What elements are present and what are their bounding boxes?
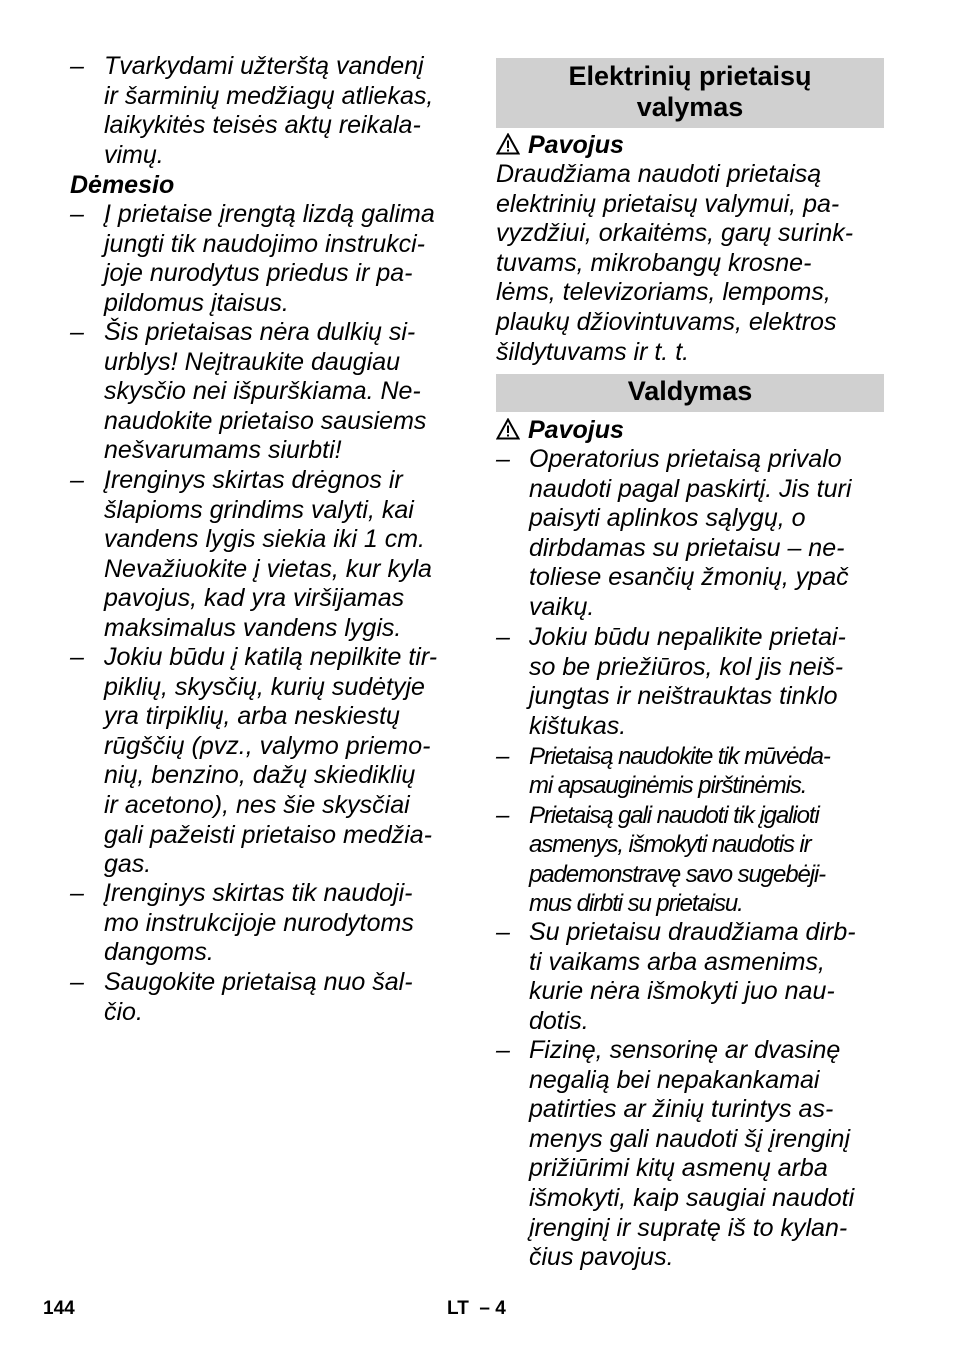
list-item: [70, 643, 465, 880]
warning-label: [496, 131, 624, 160]
list-item: [496, 801, 884, 919]
bullet-dash: –: [70, 879, 84, 907]
bullet-dash: –: [496, 918, 510, 946]
bullet-dash: –: [70, 466, 84, 494]
section-paragraph: Draudžiama naudoti prietaisą elektrinių prietaisų valymui, pa- vyzdžiui, orkaitėms, garų surink- tuvams, mikrobangų krosne- lėms, televizoriams, lempoms, plaukų džiovintuvams, elektros šildytuvams ir t. t.: [496, 160, 854, 366]
list-item-text: Su prietaisu draudžiama dirb- ti vaikams arba asmenims, kurie nėra išmokyti juo nau- dotis.: [529, 918, 856, 1035]
section-heading-operation: Valdymas: [496, 374, 884, 412]
list-item: [496, 742, 884, 801]
list-item: [496, 623, 884, 741]
warning-triangle-icon: [496, 133, 520, 155]
list-item-text: Operatorius prietaisą privalo naudoti pagal paskirtį. Jis turi paisyti aplinkos sąlygų, o dirbdamas su prietaisu – ne- toliese esančių žmonių, ypač vaikų.: [529, 445, 852, 621]
list-item-text: Įrenginys skirtas tik naudoji- mo instrukcijoje nurodytoms dangoms.: [104, 879, 414, 967]
list-item-text: Saugokite prietaisą nuo šal- čio.: [104, 968, 413, 1026]
list-item: [496, 445, 884, 623]
warning-label: [496, 416, 624, 445]
bullet-dash: –: [496, 623, 510, 651]
list-item-text: Jokiu būdu nepalikite prietai- so be priežiūros, kol jis neiš- jungtas ir neištrauktas tinklo kištukas.: [529, 623, 846, 740]
list-item-text: Fizinę, sensorinę ar dvasinę negalią bei nepakankamai patirties ar žinių turintys as- menys gali naudoti šį įrenginį prižiūrimi kitų asmenų arba išmokyti, kaip saugiai naudoti įrenginį ir supratę iš to kylan- čius pavojus.: [529, 1036, 855, 1272]
list-item: [70, 968, 465, 1027]
attention-label: Dėmesio: [70, 171, 175, 199]
language-page-label: LT – 4: [447, 1298, 506, 1319]
list-item-text: Šis prietaisas nėra dulkių si- urblys! Neįtraukite daugiau skysčio nei išpurškiama. Ne- naudokite prietaiso sausiems nešvarumams siurbti!: [104, 318, 427, 465]
list-item: [496, 1036, 884, 1273]
list-item: [70, 879, 465, 968]
list-item-text: Tvarkydami užterštą vandenį ir šarminių medžiagų atliekas, laikykitės teisės aktų reikala- vimų.: [104, 52, 434, 169]
list-item-text: Prietaisą gali naudoti tik įgalioti asmenys, išmokyti naudotis ir pademonstravę savo sugebėji- mus dirbti su prietaisu.: [529, 802, 826, 918]
bullet-dash: –: [70, 968, 84, 996]
list-item: [496, 918, 884, 1036]
list-item-text: Jokiu būdu į katilą nepilkite tir- piklių, skysčių, kurių sudėtyje yra tirpiklių, arba neskiestų rūgščių (pvz., valymo priemo- nių, benzino, dažų skiediklių ir acetono), nes šie skysčiai gali pažeisti prietaiso medžia- gas.: [104, 643, 438, 879]
warning-label-text: Pavojus: [528, 131, 624, 159]
list-item: [70, 200, 465, 318]
warning-triangle-icon: [496, 418, 520, 440]
list-item-text: Įrenginys skirtas drėgnos ir šlapioms grindims valyti, kai vandens lygis siekia iki 1 cm. Nevažiuokite į vietas, kur kyla pavojus, kad yra viršijamas maksimalus vandens lygis.: [104, 466, 432, 642]
bullet-dash: –: [496, 1036, 510, 1064]
bullet-dash: –: [496, 743, 509, 770]
bullet-dash: –: [496, 802, 509, 829]
list-item: [70, 466, 465, 644]
warning-label-text: Pavojus: [528, 416, 624, 444]
bullet-dash: –: [496, 445, 510, 473]
bullet-dash: –: [70, 200, 84, 228]
list-item-text: Į prietaise įrengtą lizdą galima jungti tik naudojimo instrukci- joje nurodytus priedus ir pa- pildomus įtaisus.: [104, 200, 435, 317]
section-heading-electrical-cleaning: Elektrinių prietaisų valymas: [496, 58, 884, 128]
list-item: [70, 52, 465, 170]
list-item-text: Prietaisą naudokite tik mūvėda- mi apsauginėmis pirštinėmis.: [529, 743, 830, 800]
bullet-dash: –: [70, 643, 84, 671]
bullet-dash: –: [70, 52, 84, 80]
list-item: [70, 318, 465, 466]
bullet-dash: –: [70, 318, 84, 346]
page-number: 144: [43, 1298, 75, 1319]
